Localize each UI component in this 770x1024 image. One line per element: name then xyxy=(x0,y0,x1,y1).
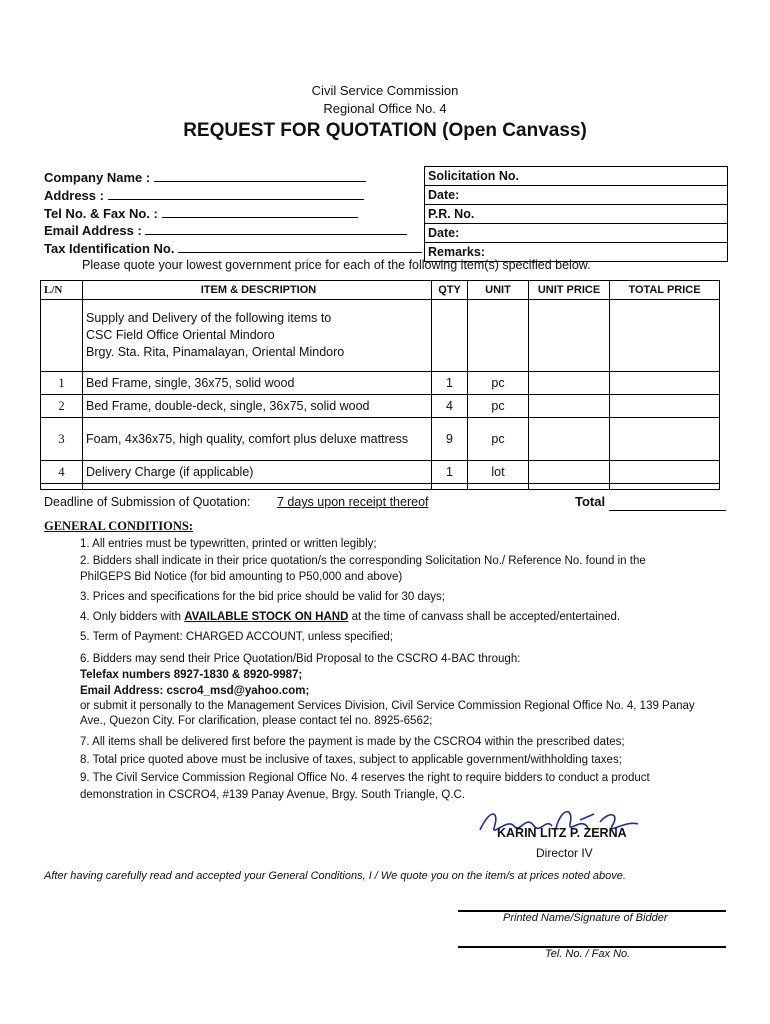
condition-9: 9. The Civil Service Commission Regional Office No. 4 reserves the right to require bidders to conduct a product xyxy=(80,772,650,784)
document-title: REQUEST FOR QUOTATION (Open Canvass) xyxy=(183,120,587,141)
total-line[interactable] xyxy=(609,510,726,511)
row-unit-price[interactable] xyxy=(529,461,610,484)
remarks-field[interactable]: Remarks: xyxy=(425,242,727,262)
row-ln: 4 xyxy=(41,461,83,484)
tel-fax-label: Tel No. & Fax No. : xyxy=(44,206,158,221)
tin-field[interactable] xyxy=(44,240,422,256)
condition-2-cont: PhilGEPS Bid Notice (for bid amounting to P50,000 and above) xyxy=(80,571,403,583)
col-unit: UNIT xyxy=(468,281,529,300)
row-unit: pc xyxy=(468,395,529,418)
org-name: Civil Service Commission xyxy=(311,83,459,98)
address-field[interactable] xyxy=(44,187,364,203)
condition-8: 8. Total price quoted above must be inclusive of taxes, subject to applicable government/withholding taxes; xyxy=(80,754,622,766)
condition-1: 1. All entries must be typewritten, printed or written legibly; xyxy=(80,538,377,550)
date-field[interactable]: Date: xyxy=(425,185,727,204)
pr-no-field[interactable]: P.R. No. xyxy=(425,204,727,223)
row-total-price[interactable] xyxy=(610,395,720,418)
solicitation-no-field[interactable]: Solicitation No. xyxy=(425,166,727,185)
col-desc: ITEM & DESCRIPTION xyxy=(83,281,432,300)
row-unit: pc xyxy=(468,372,529,395)
condition-6-submit: or submit it personally to the Management Services Division, Civil Service Commission Regional Office No. 4, 139 Panay xyxy=(80,700,695,712)
signatory-name: KARIN LITZ P. ZERNA xyxy=(497,826,627,840)
row-qty: 9 xyxy=(432,418,468,461)
table-row xyxy=(41,418,720,461)
row-unit-price[interactable] xyxy=(529,372,610,395)
condition-9-cont: demonstration in CSCRO4, #139 Panay Avenue, Brgy. South Triangle, Q.C. xyxy=(80,789,466,801)
row-desc: Foam, 4x36x75, high quality, comfort plus deluxe mattress xyxy=(83,418,432,461)
row-desc: Bed Frame, single, 36x75, solid wood xyxy=(83,372,432,395)
table-intro-row xyxy=(41,300,720,372)
signatory-position: Director IV xyxy=(536,846,593,860)
signature-image xyxy=(470,800,650,850)
condition-4-a: 4. Only bidders with xyxy=(80,611,185,623)
condition-3: 3. Prices and specifications for the bid price should be valid for 30 days; xyxy=(80,591,446,603)
conditions-heading: GENERAL CONDITIONS: xyxy=(44,519,193,533)
condition-4-c: at the time of canvass shall be accepted/entertained. xyxy=(348,611,621,623)
email-field[interactable] xyxy=(44,222,407,238)
email-label: Email Address : xyxy=(44,223,142,238)
row-total-price[interactable] xyxy=(610,461,720,484)
company-name-label: Company Name : xyxy=(44,170,151,185)
condition-6-email: Email Address: cscro4_msd@yahoo.com; xyxy=(80,685,310,697)
reference-box xyxy=(424,166,728,262)
col-unit-price: UNIT PRICE xyxy=(529,281,610,300)
printed-name-label: Printed Name/Signature of Bidder xyxy=(503,912,668,924)
col-qty: QTY xyxy=(432,281,468,300)
row-ln: 2 xyxy=(41,395,83,418)
condition-4 xyxy=(80,609,730,625)
tel-fax-field[interactable] xyxy=(44,205,358,221)
row-desc: Bed Frame, double-deck, single, 36x75, solid wood xyxy=(83,395,432,418)
row-total-price[interactable] xyxy=(610,418,720,461)
total-label: Total xyxy=(575,494,606,509)
row-unit-price[interactable] xyxy=(529,418,610,461)
tin-label: Tax Identification No. xyxy=(44,241,175,256)
available-stock-emphasis: AVAILABLE STOCK ON HAND xyxy=(184,611,349,623)
condition-6: 6. Bidders may send their Price Quotation/Bid Proposal to the CSCRO 4-BAC through: xyxy=(80,653,521,665)
condition-7: 7. All items shall be delivered first before the payment is made by the CSCRO4 within the prescribed dates; xyxy=(80,736,625,748)
row-ln: 1 xyxy=(41,372,83,395)
row-qty: 1 xyxy=(432,461,468,484)
table-row xyxy=(41,372,720,395)
intro-line: Brgy. Sta. Rita, Pinamalayan, Oriental Mindoro xyxy=(86,345,345,359)
row-unit: pc xyxy=(468,418,529,461)
table-row xyxy=(41,395,720,418)
col-ln: L/N xyxy=(41,281,83,300)
row-unit: lot xyxy=(468,461,529,484)
office-name: Regional Office No. 4 xyxy=(323,101,447,116)
pr-date-field[interactable]: Date: xyxy=(425,223,727,242)
intro-line: CSC Field Office Oriental Mindoro xyxy=(86,328,275,342)
condition-2: 2. Bidders shall indicate in their price quotation/s the corresponding Solicitation No./ Reference No. found in the xyxy=(80,555,646,567)
row-ln: 3 xyxy=(41,418,83,461)
condition-6-telefax: Telefax numbers 8927-1830 & 8920-9987; xyxy=(80,669,303,681)
table-header-row xyxy=(41,281,720,300)
items-table xyxy=(40,280,720,490)
acceptance-statement: After having carefully read and accepted your General Conditions, I / We quote you on the item/s at prices noted above. xyxy=(44,870,626,882)
tel-fax-label-bottom: Tel. No. / Fax No. xyxy=(545,948,631,960)
deadline-value: 7 days upon receipt thereof xyxy=(277,495,429,509)
instruction-text: Please quote your lowest government price for each of the following item(s) specified below. xyxy=(82,258,591,272)
row-desc: Delivery Charge (if applicable) xyxy=(83,461,432,484)
condition-5: 5. Term of Payment: CHARGED ACCOUNT, unless specified; xyxy=(80,631,393,643)
intro-line: Supply and Delivery of the following items to xyxy=(86,311,332,325)
row-total-price[interactable] xyxy=(610,372,720,395)
address-label: Address : xyxy=(44,188,104,203)
table-spacer-row xyxy=(41,484,720,490)
row-qty: 1 xyxy=(432,372,468,395)
deadline-label: Deadline of Submission of Quotation: xyxy=(44,495,251,509)
company-name-field[interactable] xyxy=(44,169,366,185)
table-row xyxy=(41,461,720,484)
row-qty: 4 xyxy=(432,395,468,418)
col-total-price: TOTAL PRICE xyxy=(610,281,720,300)
condition-6-clarify: Ave., Quezon City. For clarification, please contact tel no. 8925-6562; xyxy=(80,715,433,727)
row-unit-price[interactable] xyxy=(529,395,610,418)
